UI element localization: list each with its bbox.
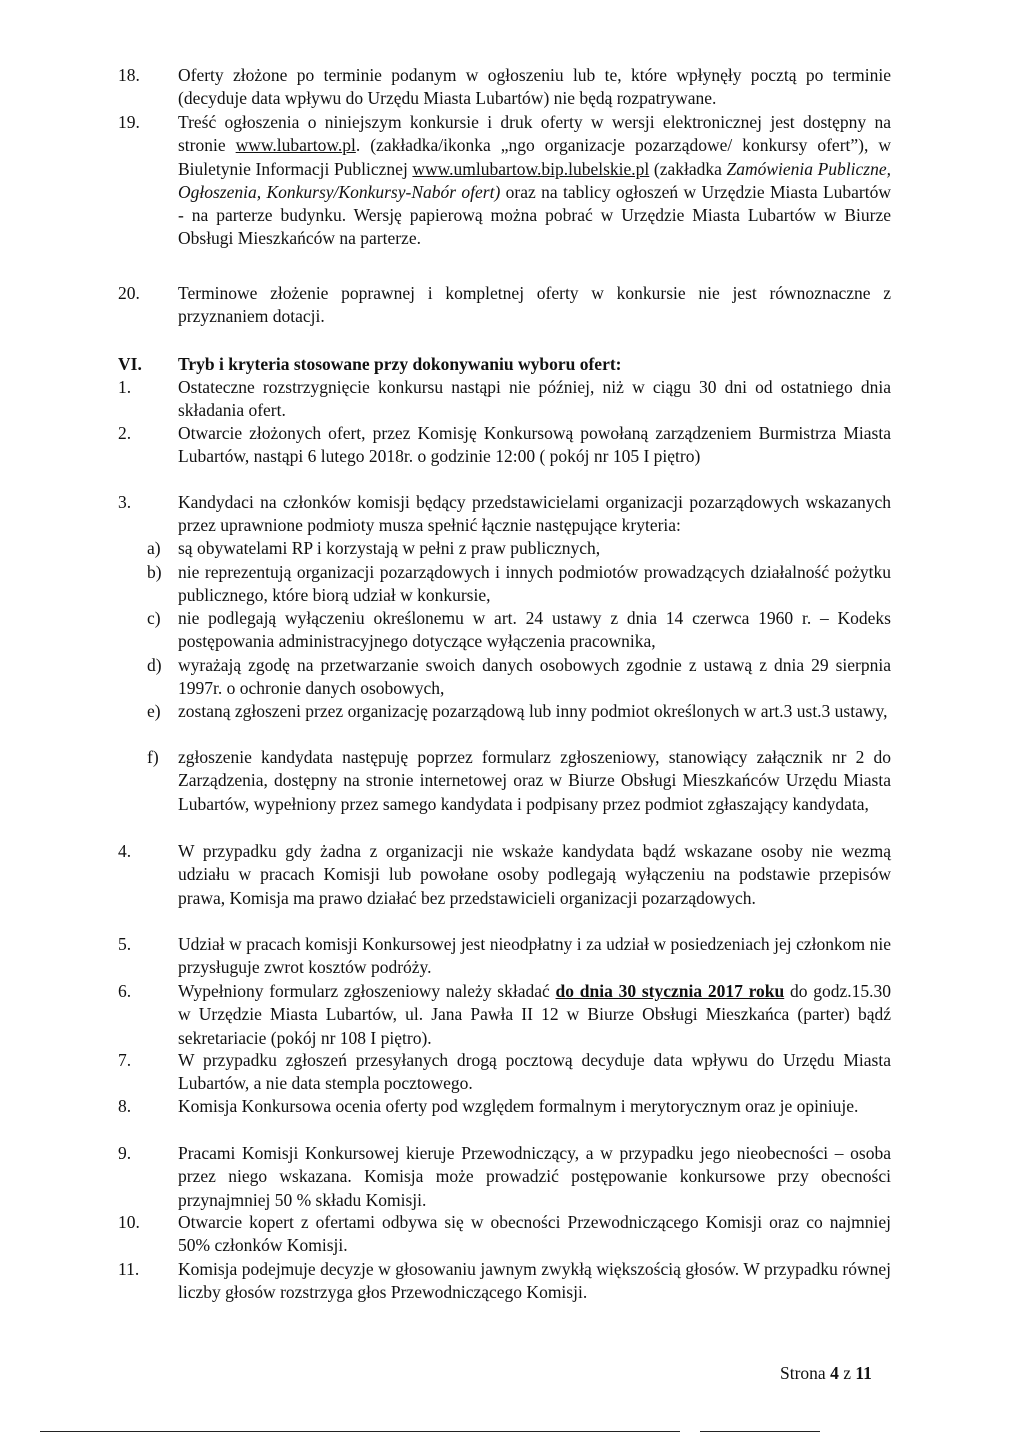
list-item-4	[118, 840, 891, 910]
item-number: 20.	[118, 283, 140, 303]
deadline-date: do dnia 30 stycznia 2017 roku	[555, 981, 785, 1001]
sub-text: zostaną zgłoszeni przez organizację pozarządową lub inny podmiot określonych w art.3 ust.3 ustawy,	[178, 701, 888, 721]
item-text: Komisja podejmuje decyzje w głosowaniu jawnym zwykłą większością głosów. W przypadku równej liczby głosów rozstrzyga głos Przewodniczącego Komisji.	[178, 1259, 891, 1303]
list-item-1	[118, 376, 891, 423]
item-text: W przypadku gdy żadna z organizacji nie wskaże kandydata bądź wskazane osoby nie wezmą udziału w pracach Komisji lub powołane osoby podlegają wyłączeniu na podstawie przepisów prawa, Komisja ma prawo działać bez przedstawicieli organizacji pozarządowych.	[178, 841, 891, 908]
item-number: 19.	[118, 112, 140, 132]
list-item-10	[118, 1211, 891, 1258]
item-number: 4.	[118, 841, 132, 861]
item-text: Komisja Konkursowa ocenia oferty pod względem formalnym i merytorycznym oraz je opiniuje.	[178, 1096, 859, 1116]
item-text: Terminowe złożenie poprawnej i kompletnej oferty w konkursie nie jest równoznaczne z przyznaniem dotacji.	[178, 283, 891, 327]
item-text: Wypełniony formularz zgłoszeniowy należy składać do dnia 30 stycznia 2017 roku do godz.15.30 w Urzędzie Miasta Lubartów, ul. Jana Pawła II 12 w Biurze Obsługi Mieszkańca (parter) bądź sekretariacie (pokój nr 108 I piętro).	[178, 981, 892, 1048]
sub-item-b	[131, 561, 891, 608]
item-text: Kandydaci na członków komisji będący przedstawicielami organizacji pozarządowych wskazanych przez uprawnione podmioty musza spełnić łącznie następujące kryteria:	[178, 492, 891, 536]
list-item-18	[118, 64, 891, 111]
item-number: 2.	[118, 423, 132, 443]
list-item-6	[118, 980, 892, 1050]
sub-text: nie podlegają wyłączeniu określonemu w art. 24 ustawy z dnia 14 czerwca 1960 r. – Kodeks postępowania administracyjnego dotyczące wyłączenia pracownika,	[178, 608, 891, 652]
list-item-3	[118, 491, 891, 538]
sub-text: zgłoszenie kandydata następuję poprzez formularz zgłoszeniowy, stanowiący załącznik nr 2 do Zarządzenia, dostępny na stronie internetowej oraz w Biurze Obsługi Mieszkańców Urzędu Miasta Lubartów, wypełniony przez samego kandydata i podpisany przez podmiot zgłaszający kandydata,	[178, 747, 891, 814]
sub-label: c)	[147, 608, 161, 628]
sub-item-a	[131, 537, 891, 560]
list-item-8	[118, 1095, 891, 1118]
list-item-9	[118, 1142, 891, 1212]
item-text: W przypadku zgłoszeń przesyłanych drogą pocztową decyduje data wpływu do Urzędu Miasta Lubartów, a nie data stempla pocztowego.	[178, 1050, 891, 1094]
item-text: Udział w pracach komisji Konkursowej jest nieodpłatny i za udział w posiedzeniach jej członkom nie przysługuje zwrot kosztów podróży.	[178, 934, 891, 978]
item-text: Oferty złożone po terminie podanym w ogłoszeniu lub te, które wpłynęły pocztą po terminie (decyduje data wpływu do Urzędu Miasta Lubartów) nie będą rozpatrywane.	[178, 65, 891, 109]
sub-label: a)	[147, 538, 161, 558]
section-number: VI.	[118, 354, 142, 374]
sub-label: f)	[147, 747, 159, 767]
sub-item-e	[131, 700, 891, 723]
page-footer: Strona 4 z 11	[780, 1363, 872, 1383]
sub-label: e)	[147, 701, 161, 721]
item-number: 3.	[118, 492, 132, 512]
section-title: Tryb i kryteria stosowane przy dokonywaniu wyboru ofert:	[178, 354, 622, 374]
sub-label: d)	[147, 655, 162, 675]
list-item-11	[118, 1258, 891, 1305]
item-number: 11.	[118, 1259, 140, 1279]
lubartow-link[interactable]: www.lubartow.pl	[235, 135, 356, 156]
item-text: Treść ogłoszenia o niniejszym konkursie i druk oferty w wersji elektronicznej jest dostępny na stronie www.lubartow.pl. (zakładka/ikonka „ngo organizacje pozarządowe/ konkursy ofert”), w Biuletynie Informacji Publicznej www.umlubartow.bip.lubelskie.pl (zakładka Zamówienia Publiczne, Ogłoszenia, Konkursy/Konkursy-Nabór ofert) oraz na tablicy ogłoszeń w Urzędzie Miasta Lubartów - na parterze budynku. Wersję papierową można pobrać w Urzędzie Miasta Lubartów w Biurze Obsługi Mieszkańców na parterze.	[178, 112, 891, 249]
sub-item-f	[131, 746, 891, 816]
item-text: Otwarcie kopert z ofertami odbywa się w obecności Przewodniczącego Komisji oraz co najmniej 50% członków Komisji.	[178, 1212, 891, 1256]
sub-text: wyrażają zgodę na przetwarzanie swoich danych osobowych zgodnie z ustawą z dnia 29 sierpnia 1997r. o ochronie danych osobowych,	[178, 655, 891, 699]
item-number: 7.	[118, 1050, 132, 1070]
list-item-19	[118, 111, 891, 251]
sub-item-d	[131, 654, 891, 701]
page-total: 11	[855, 1363, 872, 1383]
item-number: 5.	[118, 934, 132, 954]
page-number: 4	[830, 1363, 839, 1383]
item-number: 8.	[118, 1096, 132, 1116]
item-number: 18.	[118, 65, 140, 85]
bip-link[interactable]: www.umlubartow.bip.lubelskie.pl	[412, 158, 650, 179]
sub-text: są obywatelami RP i korzystają w pełni z praw publicznych,	[178, 538, 601, 558]
list-item-20	[118, 282, 891, 329]
item-text: Otwarcie złożonych ofert, przez Komisję Konkursową powołaną zarządzeniem Burmistrza Miasta Lubartów, nastąpi 6 lutego 2018r. o godzinie 12:00 ( pokój nr 105 I piętro)	[178, 423, 891, 467]
sub-item-c	[131, 607, 891, 654]
list-item-5	[118, 933, 891, 980]
list-item-2	[118, 422, 891, 469]
item-number: 1.	[118, 377, 132, 397]
bottom-rule	[40, 1431, 680, 1432]
item-number: 6.	[118, 981, 132, 1001]
item-text: Pracami Komisji Konkursowej kieruje Przewodniczący, a w przypadku jego nieobecności – osoba przez niego wskazana. Komisja może prowadzić postępowanie konkursowe przy obecności przynajmniej 50 % składu Komisji.	[178, 1143, 891, 1210]
item-number: 9.	[118, 1143, 132, 1163]
bottom-rule-short	[700, 1431, 820, 1432]
italic-tab-path: Zamówienia Publiczne, Ogłoszenia, Konkursy/Konkursy-Nabór ofert)	[178, 158, 891, 202]
item-number: 10.	[118, 1212, 140, 1232]
sub-text: nie reprezentują organizacji pozarządowych i innych podmiotów prowadzących działalność pożytku publicznego, które biorą udział w konkursie,	[178, 562, 891, 606]
item-text: Ostateczne rozstrzygnięcie konkursu nastąpi nie później, niż w ciągu 30 dni od ostatniego dnia składania ofert.	[178, 377, 891, 421]
sub-label: b)	[147, 562, 162, 582]
section-heading	[118, 353, 891, 376]
list-item-7	[118, 1049, 891, 1096]
